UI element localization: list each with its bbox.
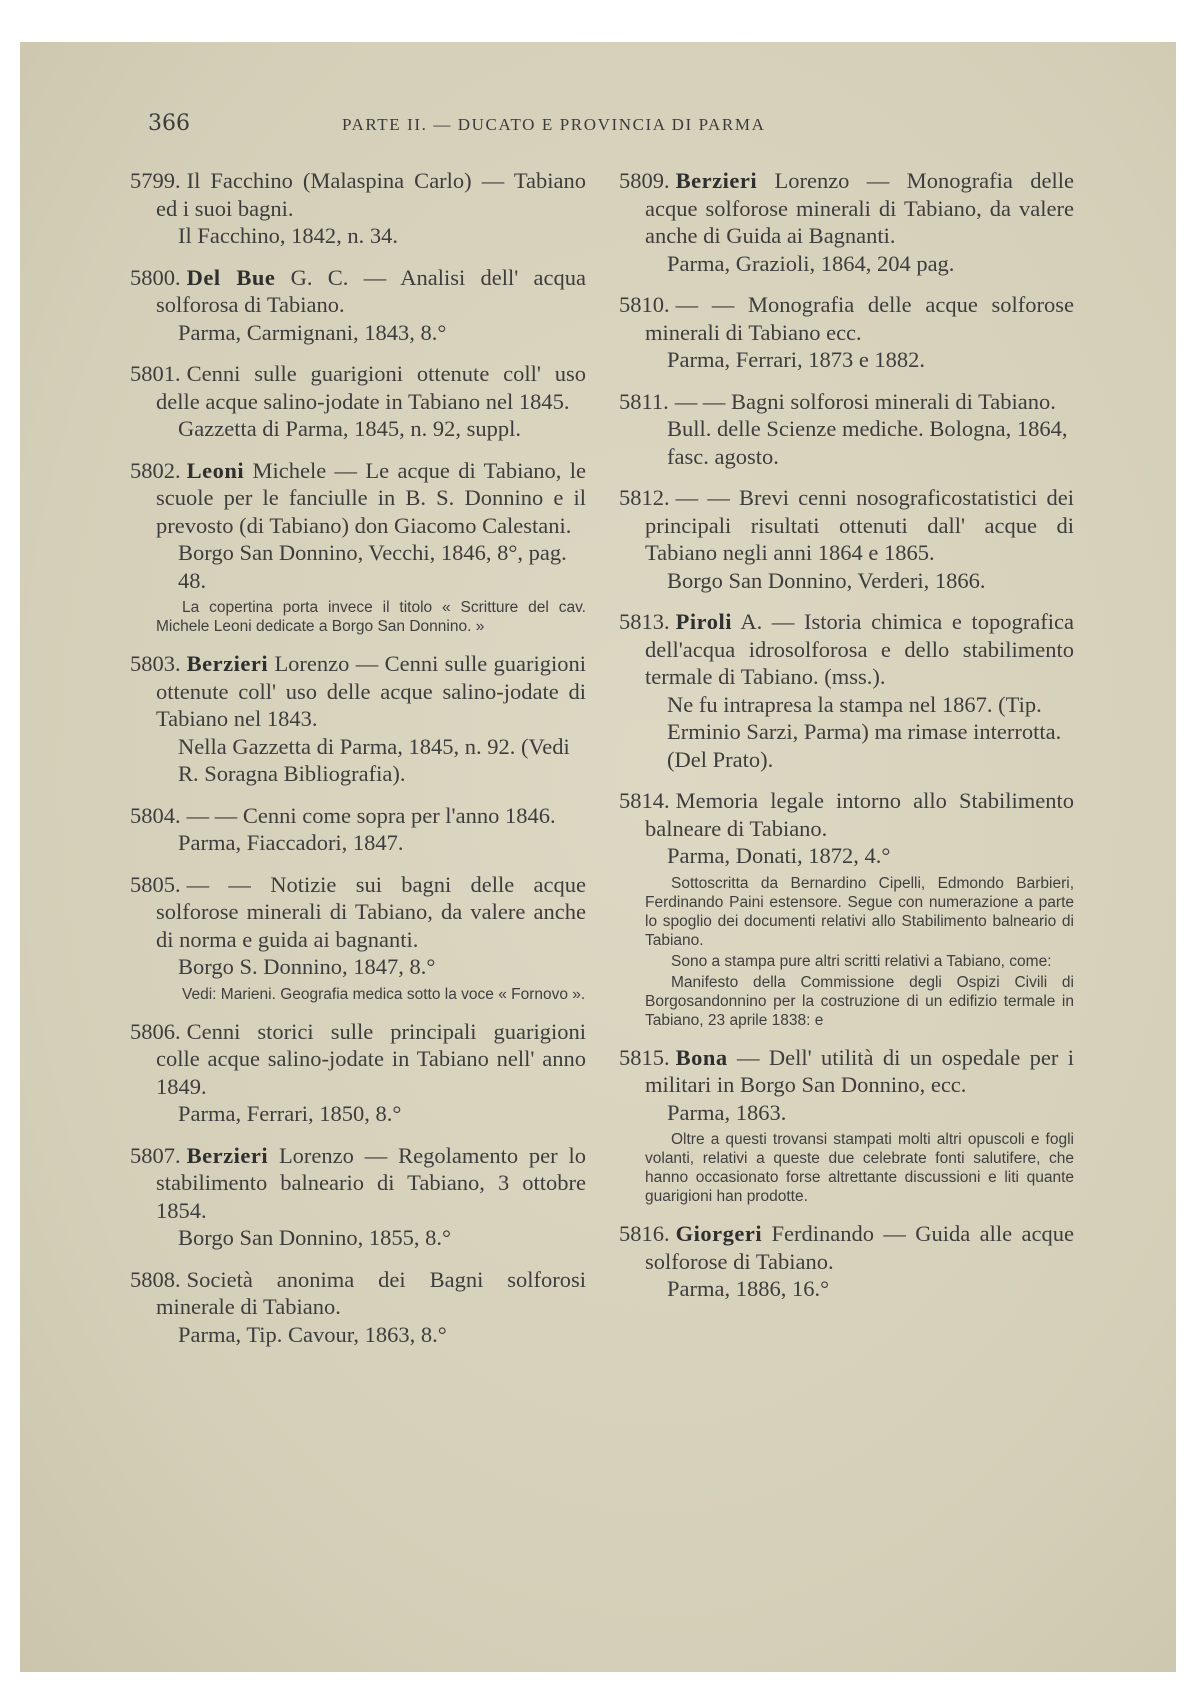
entry-imprint: Parma, 1886, 16.° xyxy=(667,1276,830,1301)
entry-number: 5814. xyxy=(619,788,670,813)
entry-heading xyxy=(130,360,586,415)
entry-heading xyxy=(619,1220,1074,1275)
bibliography-entry xyxy=(130,457,586,637)
entry-number: 5815. xyxy=(619,1044,670,1070)
entry-heading xyxy=(619,291,1074,346)
book-page xyxy=(20,42,1176,1672)
entry-title: — — Brevi cenni nosograficostatistici dei principali risultati ottenuti dall' acque di Tabiano negli anni 1864 e 1865. xyxy=(645,485,1074,565)
entry-heading xyxy=(619,1044,1074,1099)
entry-title: Il Facchino (Malaspina Carlo) — Tabiano ed i suoi bagni. xyxy=(156,168,586,221)
entry-heading xyxy=(130,802,586,830)
entry-note: Sottoscritta da Bernardino Cipelli, Edmondo Barbieri, Ferdinando Paini estensore. Segue con numerazione a parte lo spoglio dei documenti relativi allo Stabilimento balneario di Tabiano. xyxy=(645,874,1074,949)
entry-number: 5810. xyxy=(619,292,670,317)
bibliography-entry xyxy=(130,1142,586,1252)
entry-imprint: Parma, Donati, 1872, 4.° xyxy=(667,843,891,868)
entry-imprint: Il Facchino, 1842, n. 34. xyxy=(178,223,398,248)
entry-heading xyxy=(619,608,1074,691)
entry-heading xyxy=(619,167,1074,250)
bibliography-entry xyxy=(130,167,586,250)
entry-note: La copertina porta invece il titolo « Scritture del cav. Michele Leoni dedicate a Borgo San Donnino. » xyxy=(156,599,586,635)
entry-title: Società anonima dei Bagni solforosi minerale di Tabiano. xyxy=(156,1266,586,1319)
entry-number: 5802. xyxy=(130,457,181,483)
entry-imprint: Parma, Fiaccadori, 1847. xyxy=(178,830,404,855)
entry-title: — Dell' utilità di un ospedale per i militari in Borgo San Donnino, ecc. xyxy=(645,1044,1075,1097)
bibliography-entry xyxy=(619,484,1074,594)
entry-imprint: Parma, Tip. Cavour, 1863, 8.° xyxy=(178,1321,447,1347)
entry-author: Berzieri xyxy=(186,651,269,676)
entry-number: 5808. xyxy=(130,1266,181,1292)
entry-number: 5799. xyxy=(130,168,181,193)
entry-imprint: Borgo San Donnino, Verderi, 1866. xyxy=(667,567,986,593)
entry-author: Giorgeri xyxy=(675,1221,763,1246)
entry-title: Lorenzo — Monografia delle acque solforose minerali di Tabiano, da valere anche di Guida ai Bagnanti. xyxy=(645,168,1075,248)
entry-number: 5813. xyxy=(619,609,670,634)
entry-title: — — Monografia delle acque solforose minerali di Tabiano ecc. xyxy=(645,292,1074,345)
bibliography-entry xyxy=(130,360,586,443)
entry-author: Del Bue xyxy=(186,264,276,290)
entry-title: A. — Istoria chimica e topografica dell'acqua idrosolforosa e dello stabilimento termale di Tabiano. (mss.). xyxy=(645,609,1074,689)
right-column xyxy=(619,167,1074,1317)
entry-title: G. C. — Analisi dell' acqua solforosa di Tabiano. xyxy=(156,264,586,317)
entry-title: Cenni sulle guarigioni ottenute coll' uso delle acque salino-jodate in Tabiano nel 1845. xyxy=(156,361,586,414)
entry-heading xyxy=(130,1142,586,1225)
entry-heading xyxy=(130,1018,586,1101)
entry-imprint: Parma, 1863. xyxy=(667,1099,787,1125)
entry-number: 5809. xyxy=(619,168,670,193)
entry-imprint: Ne fu intrapresa la stampa nel 1867. (Tip. Erminio Sarzi, Parma) ma rimase interrotta. (Del Prato). xyxy=(667,691,1062,772)
entry-author: Berzieri xyxy=(675,168,758,193)
entry-title: — — Bagni solforosi minerali di Tabiano. xyxy=(674,388,1056,414)
entry-heading xyxy=(619,484,1074,567)
entry-author: Leoni xyxy=(186,457,245,483)
entry-imprint: Parma, Carmignani, 1843, 8.° xyxy=(178,319,447,345)
running-title: PARTE II. — DUCATO E PROVINCIA DI PARMA xyxy=(342,115,766,134)
bibliography-entry xyxy=(130,871,586,1004)
entry-author: Berzieri xyxy=(186,1142,269,1168)
entry-heading xyxy=(130,167,586,222)
entry-author: Piroli xyxy=(675,609,732,634)
left-column xyxy=(130,167,586,1362)
bibliography-entry xyxy=(130,1018,586,1128)
entry-number: 5804. xyxy=(130,802,181,828)
entry-title: Cenni storici sulle principali guarigioni colle acque salino-jodate in Tabiano nell' anno 1849. xyxy=(156,1018,586,1099)
entry-note: Sono a stampa pure altri scritti relativi a Tabiano, come: xyxy=(671,952,1052,970)
entry-imprint: Parma, Ferrari, 1850, 8.° xyxy=(178,1101,402,1126)
entry-title: Ferdinando — Guida alle acque solforose di Tabiano. xyxy=(645,1221,1075,1274)
entry-heading xyxy=(130,871,586,954)
bibliography-entry xyxy=(619,1044,1074,1207)
entry-number: 5801. xyxy=(130,361,181,386)
entry-imprint: Borgo San Donnino, 1855, 8.° xyxy=(178,1225,451,1250)
bibliography-entry xyxy=(619,167,1074,277)
entry-author: Bona xyxy=(675,1044,728,1070)
bibliography-entry xyxy=(619,388,1074,471)
entry-number: 5800. xyxy=(130,264,181,290)
entry-title: — — Cenni come sopra per l'anno 1846. xyxy=(186,802,556,828)
bibliography-entry xyxy=(130,264,586,347)
entry-imprint: Borgo S. Donnino, 1847, 8.° xyxy=(178,954,436,979)
entry-title: Michele — Le acque di Tabiano, le scuole per le fanciulle in B. S. Donnino e il prevosto (di Tabiano) don Giacomo Calestani. xyxy=(156,457,587,538)
entry-title: Lorenzo — Regolamento per lo stabilimento balneario di Tabiano, 3 ottobre 1854. xyxy=(156,1142,586,1223)
entry-imprint: Parma, Ferrari, 1873 e 1882. xyxy=(667,347,926,372)
entry-heading xyxy=(619,388,1074,416)
entry-heading xyxy=(619,787,1074,842)
entry-heading xyxy=(130,650,586,733)
entry-heading xyxy=(130,264,586,319)
entry-number: 5816. xyxy=(619,1221,670,1246)
entry-title: Memoria legale intorno allo Stabilimento balneare di Tabiano. xyxy=(645,788,1074,841)
entry-number: 5806. xyxy=(130,1018,181,1044)
bibliography-entry xyxy=(130,1266,586,1349)
page-number: 366 xyxy=(148,111,190,136)
entry-imprint: Bull. delle Scienze mediche. Bologna, 1864, fasc. agosto. xyxy=(667,416,1068,469)
entry-imprint: Borgo San Donnino, Vecchi, 1846, 8°, pag. 48. xyxy=(178,540,567,593)
bibliography-entry xyxy=(619,291,1074,374)
entry-note: Manifesto della Commissione degli Ospizi Civili di Borgosandonnino per la costruzione di un edifizio termale in Tabiano, 23 aprile 1838: e xyxy=(645,973,1074,1029)
bibliography-entry xyxy=(619,1220,1074,1303)
entry-imprint: Gazzetta di Parma, 1845, n. 92, suppl. xyxy=(178,416,522,441)
entry-note: Oltre a questi trovansi stampati molti altri opuscoli e fogli volanti, relativi a queste due celebrate fonti salutifere, che hanno occasionato forse altrettante discussioni e liti quante guarigioni han prodotte. xyxy=(645,1131,1074,1205)
bibliography-entry xyxy=(619,608,1074,773)
entry-heading xyxy=(130,457,586,540)
entry-title: — — Notizie sui bagni delle acque solforose minerali di Tabiano, da valere anche di norma e guida ai bagnanti. xyxy=(156,871,586,952)
entry-number: 5803. xyxy=(130,651,181,676)
entry-heading xyxy=(130,1266,586,1321)
entry-imprint: Nella Gazzetta di Parma, 1845, n. 92. (Vedi R. Soragna Bibliografia). xyxy=(178,733,570,786)
bibliography-entry xyxy=(130,650,586,788)
entry-note: Vedi: Marieni. Geografia medica sotto la voce « Fornovo ». xyxy=(182,985,586,1003)
entry-number: 5812. xyxy=(619,485,670,510)
entry-number: 5805. xyxy=(130,871,181,897)
entry-title: Lorenzo — Cenni sulle guarigioni ottenute coll' uso delle acque salino-jodate di Tabiano nel 1843. xyxy=(156,651,587,731)
bibliography-entry xyxy=(619,787,1074,1030)
bibliography-entry xyxy=(130,802,586,857)
entry-number: 5811. xyxy=(619,388,669,414)
entry-imprint: Parma, Grazioli, 1864, 204 pag. xyxy=(667,250,955,276)
entry-number: 5807. xyxy=(130,1142,181,1168)
